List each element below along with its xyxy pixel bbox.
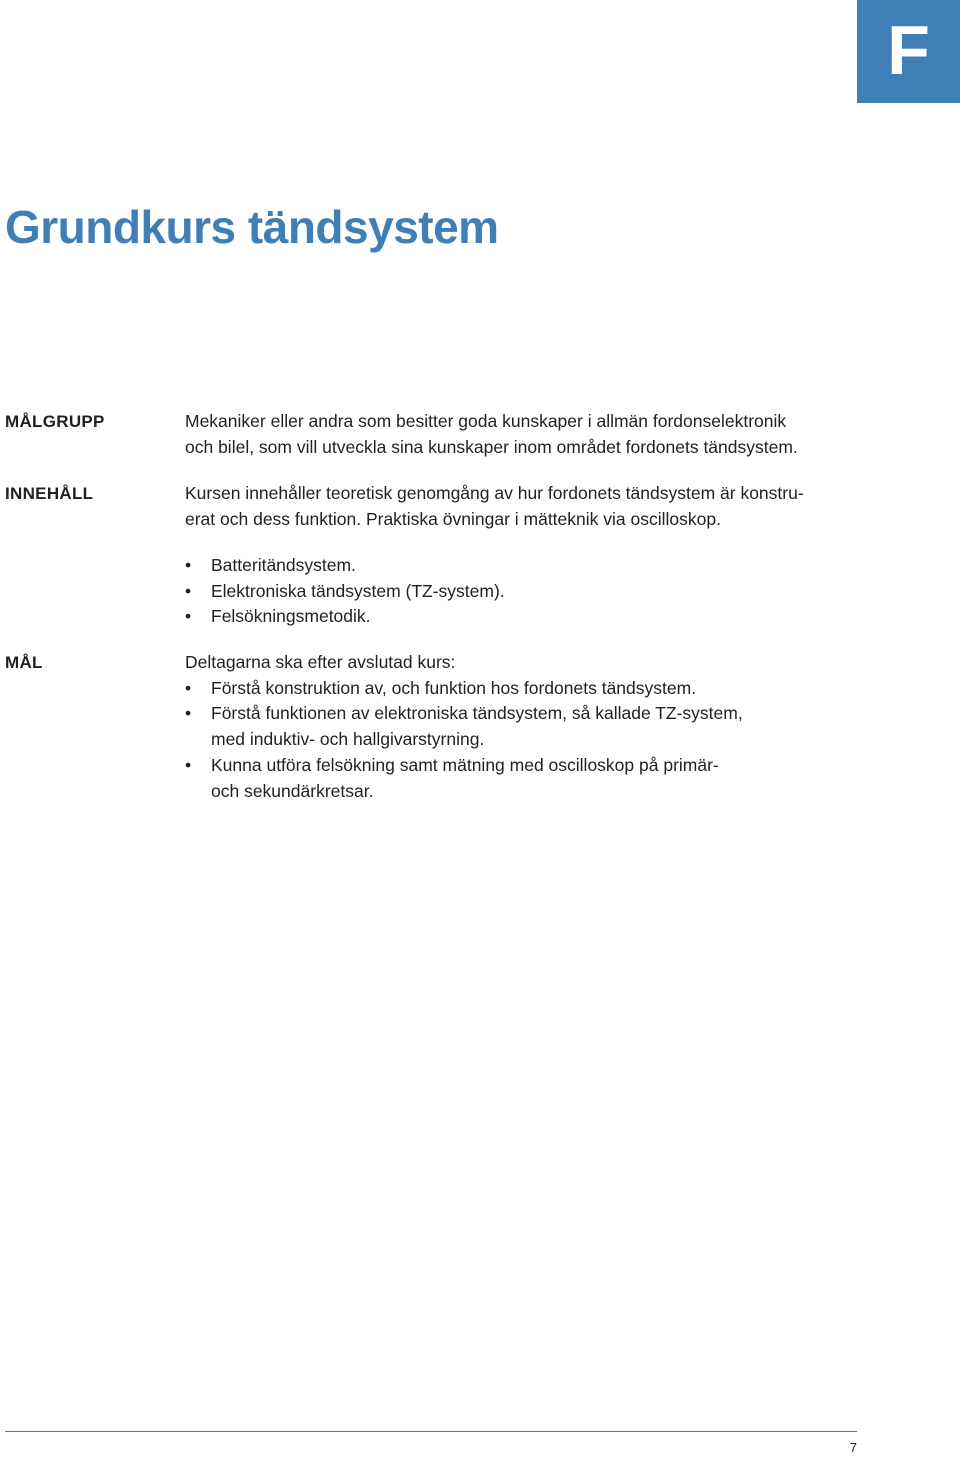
list-item-text: Förstå funktionen av elektroniska tändsystem, så kallade TZ-system, bbox=[211, 703, 743, 724]
bullet-icon: • bbox=[185, 703, 192, 724]
innehall-line: erat och dess funktion. Praktiska övningar i mätteknik via oscilloskop. bbox=[185, 508, 721, 529]
bullet-icon: • bbox=[185, 580, 192, 601]
page-title: Grundkurs tändsystem bbox=[5, 201, 499, 253]
list-item-text: med induktiv- och hallgivarstyrning. bbox=[211, 729, 485, 750]
mal-bullet-list bbox=[185, 676, 743, 805]
list-item-text: Felsökningsmetodik. bbox=[211, 606, 371, 627]
list-item-text: Elektroniska tändsystem (TZ-system). bbox=[211, 580, 505, 601]
malgrupp-line: och bilel, som vill utveckla sina kunskaper inom området fordonets tändsystem. bbox=[185, 436, 798, 457]
innehall-bullet-list bbox=[185, 553, 505, 630]
mal-intro-text: Deltagarna ska efter avslutad kurs: bbox=[185, 652, 456, 672]
malgrupp-label: MÅLGRUPP bbox=[5, 412, 105, 431]
list-item-text: och sekundärkretsar. bbox=[211, 780, 374, 801]
list-item bbox=[185, 701, 743, 752]
list-item bbox=[185, 604, 505, 630]
list-item-text: Kunna utföra felsökning samt mätning med oscilloskop på primär- bbox=[211, 754, 719, 775]
mal-intro bbox=[185, 650, 865, 676]
malgrupp-text bbox=[185, 409, 865, 460]
bullet-icon: • bbox=[185, 677, 192, 698]
malgrupp-line: Mekaniker eller andra som besitter goda kunskaper i allmän fordonselektronik bbox=[185, 411, 787, 431]
innehall-line: Kursen innehåller teoretisk genomgång av hur fordonets tändsystem är konstru- bbox=[185, 483, 804, 503]
list-item bbox=[185, 676, 743, 702]
list-item bbox=[185, 579, 505, 605]
bullet-icon: • bbox=[185, 754, 192, 775]
section-letter: F bbox=[887, 11, 930, 89]
footer-divider bbox=[5, 1431, 857, 1432]
innehall-label: INNEHÅLL bbox=[5, 484, 94, 503]
list-item bbox=[185, 753, 743, 804]
list-item bbox=[185, 553, 505, 579]
mal-label: MÅL bbox=[5, 653, 43, 672]
list-item-text: Batteritändsystem. bbox=[211, 555, 356, 575]
page-number: 7 bbox=[849, 1440, 857, 1455]
bullet-icon: • bbox=[185, 555, 192, 575]
section-tab bbox=[857, 0, 960, 103]
innehall-text bbox=[185, 481, 865, 532]
bullet-icon: • bbox=[185, 606, 192, 627]
list-item-text: Förstå konstruktion av, och funktion hos fordonets tändsystem. bbox=[211, 677, 697, 698]
